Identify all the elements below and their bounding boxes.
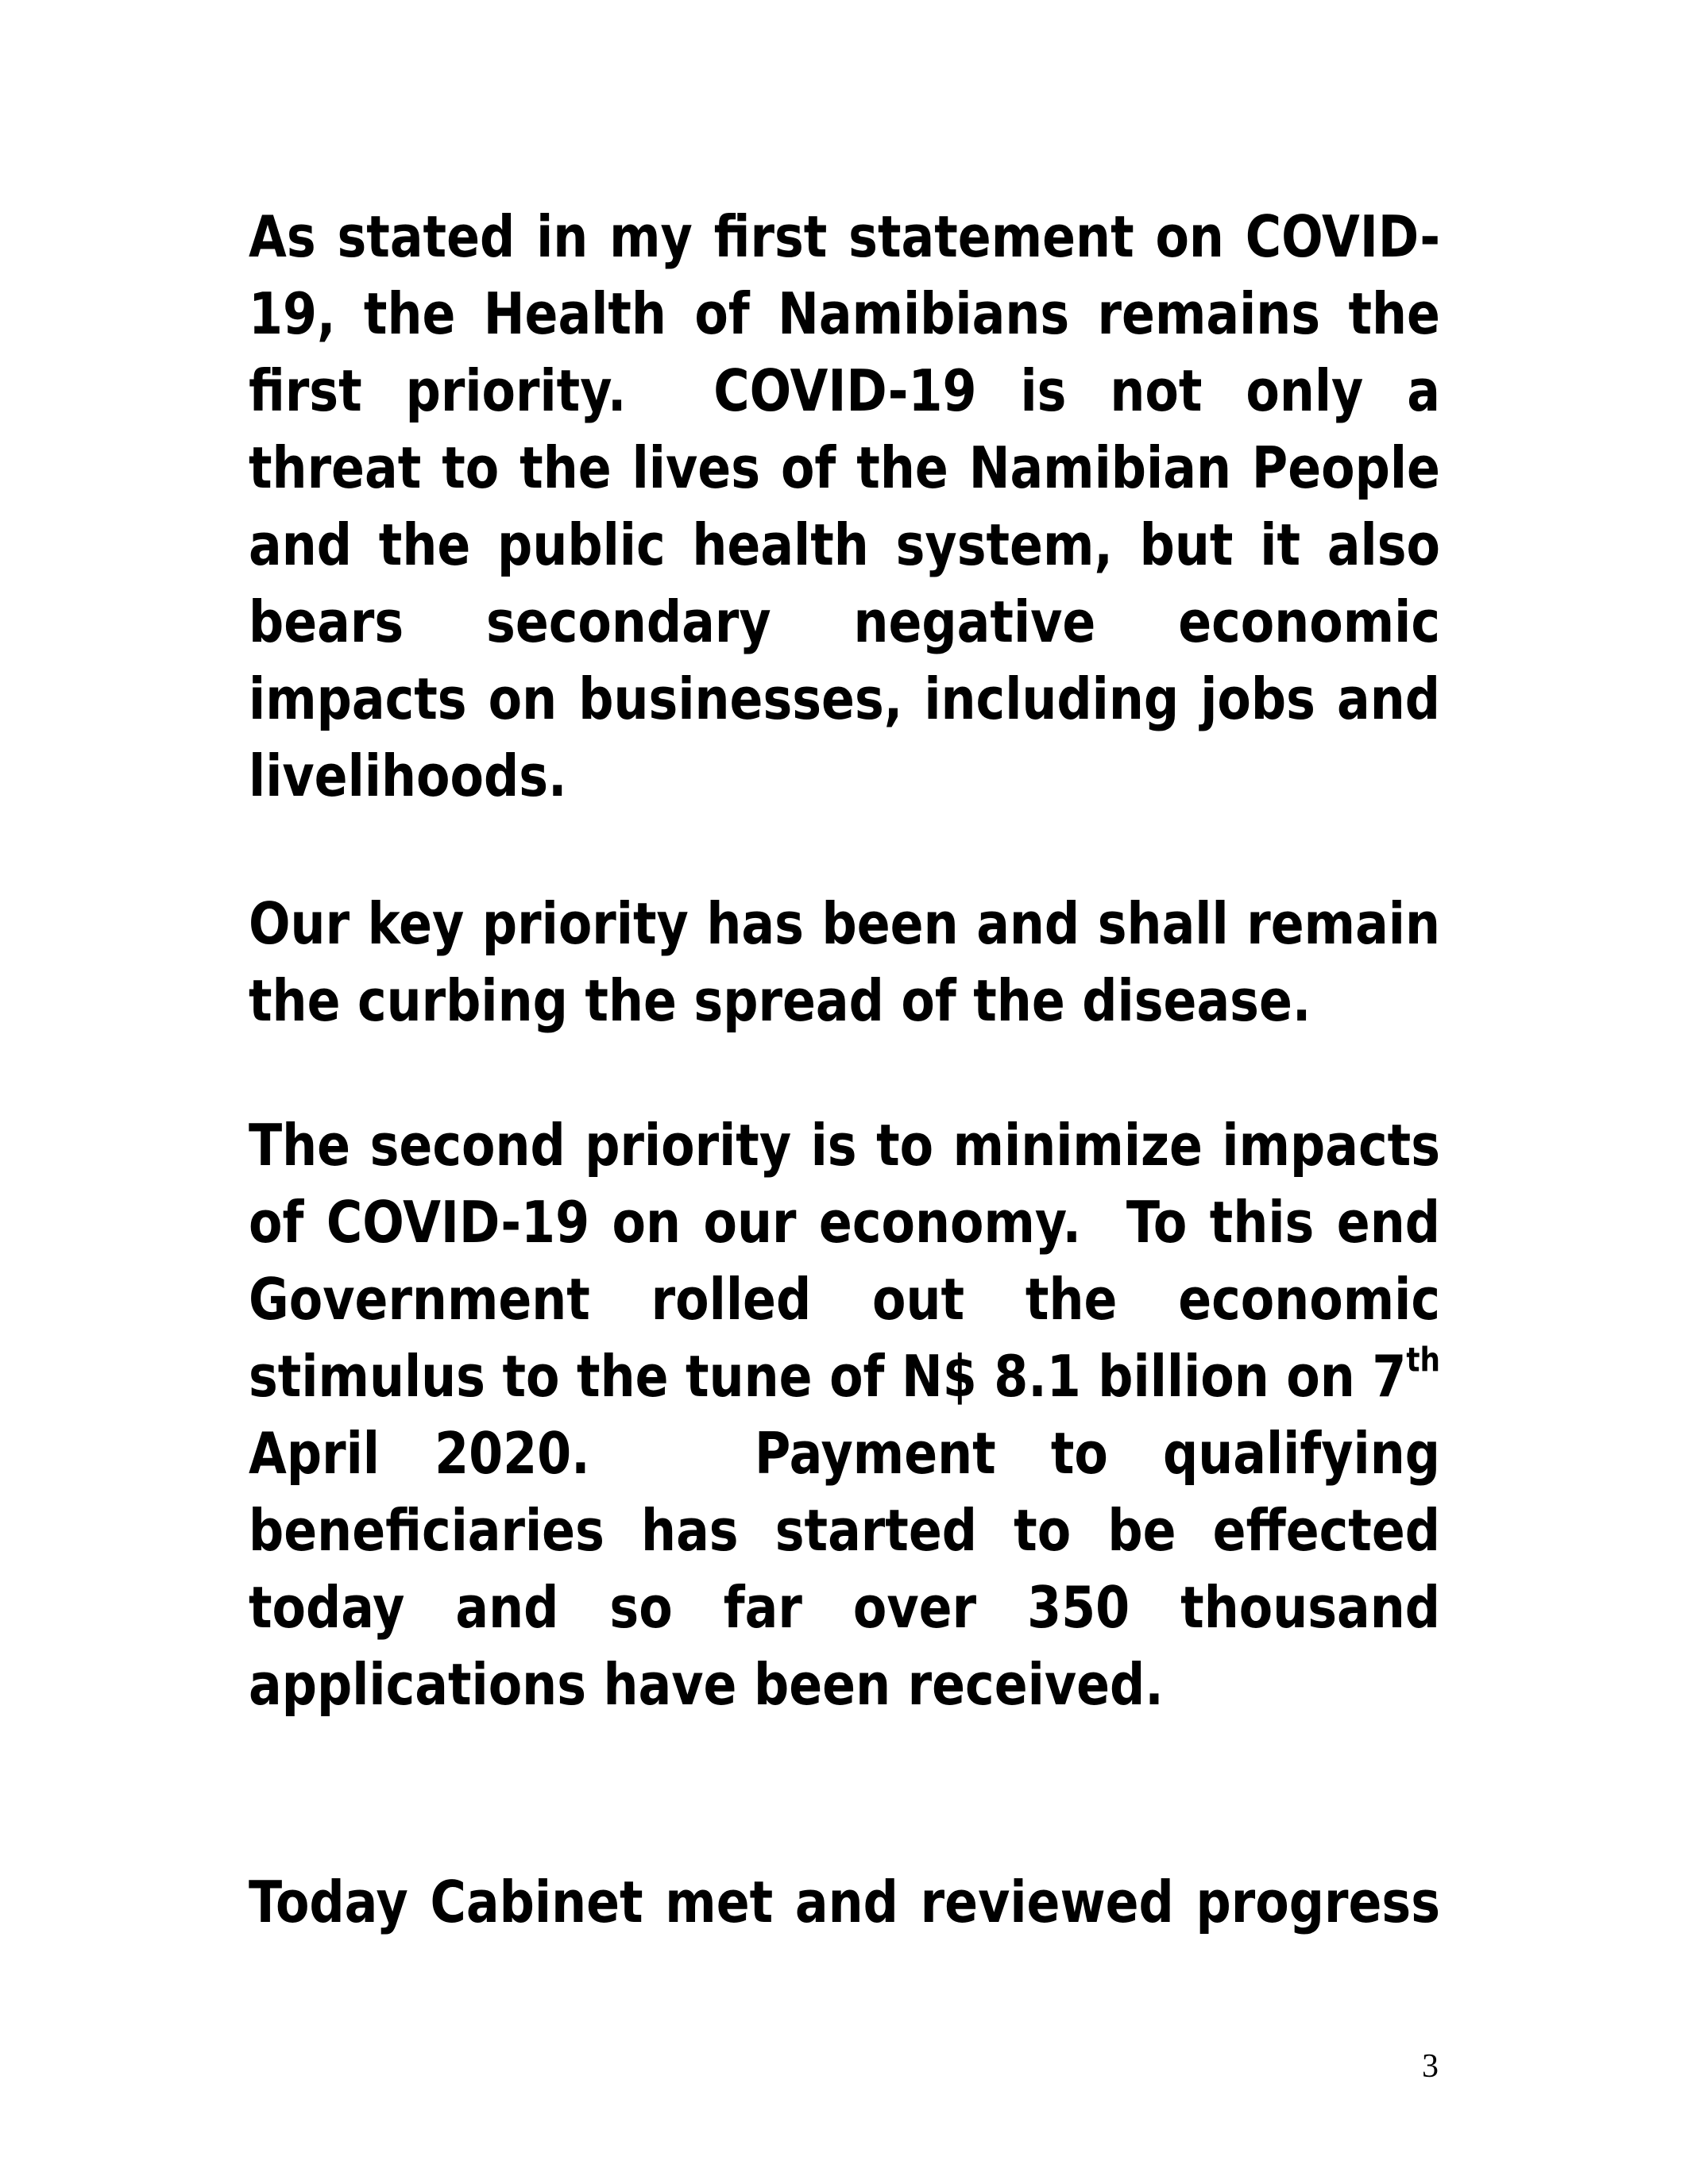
text-line	[249, 507, 1440, 584]
text-line-content	[249, 1261, 1440, 1338]
text-line-content	[249, 507, 1440, 584]
text-line-content	[249, 1569, 1440, 1646]
line-text: applications have been received.	[249, 1651, 1164, 1718]
line-text: the curbing the spread of the disease.	[249, 967, 1311, 1034]
line-text: Government rolled out the economic	[249, 1266, 1440, 1333]
line-text: The second priority is to minimize impacts	[249, 1112, 1440, 1179]
text-line-content	[249, 430, 1440, 507]
text-line-content	[249, 1864, 1440, 1941]
text-line-content	[249, 199, 1440, 276]
text-line-content	[249, 886, 1440, 963]
text-line	[249, 199, 1440, 276]
paragraph-health-priority	[249, 199, 1440, 815]
text-line	[249, 1107, 1440, 1184]
paragraph-economic-stimulus	[249, 1107, 1440, 1723]
text-line	[249, 353, 1440, 430]
text-line-content	[249, 1415, 1440, 1492]
line-text: livelihoods.	[249, 743, 567, 809]
text-line-content	[249, 276, 1440, 353]
text-line-content	[249, 963, 1311, 1040]
text-line	[249, 963, 1440, 1040]
text-line-content	[249, 1492, 1440, 1569]
line-text: April 2020. Payment to qualifying	[249, 1420, 1440, 1487]
text-line	[249, 1646, 1440, 1723]
line-text: of COVID-19 on our economy. To this end	[249, 1189, 1440, 1256]
line-text: threat to the lives of the Namibian People	[249, 434, 1440, 501]
line-text: and the public health system, but it also	[249, 511, 1440, 578]
text-line	[249, 1864, 1440, 1941]
text-line-content	[249, 661, 1440, 738]
line-text: today and so far over 350 thousand	[249, 1574, 1440, 1641]
text-line	[249, 738, 1440, 815]
line-text: stimulus to the tune of N$ 8.1 billion on 7	[249, 1343, 1407, 1410]
line-text: first priority. COVID-19 is not only a	[249, 357, 1440, 424]
line-text: Our key priority has been and shall remain	[249, 890, 1440, 957]
text-line-content	[249, 584, 1440, 661]
line-text: impacts on businesses, including jobs and	[249, 666, 1440, 732]
text-line	[249, 1569, 1440, 1646]
text-line	[249, 1338, 1440, 1415]
text-line-content	[249, 1338, 1440, 1415]
text-line	[249, 661, 1440, 738]
text-line-content	[249, 738, 566, 815]
text-line	[249, 430, 1440, 507]
text-line-content	[249, 1107, 1440, 1184]
text-line	[249, 1261, 1440, 1338]
text-line-content	[249, 353, 1440, 430]
line-text: Today Cabinet met and reviewed progress	[249, 1869, 1440, 1935]
text-line	[249, 1184, 1440, 1261]
superscript-ordinal: th	[1406, 1340, 1440, 1379]
text-line	[249, 1492, 1440, 1569]
page-number: 3	[1422, 2048, 1439, 2085]
line-text: bears secondary negative economic	[249, 588, 1440, 655]
line-text: As stated in my first statement on COVID-	[249, 203, 1440, 270]
text-line	[249, 1415, 1440, 1492]
text-line	[249, 886, 1440, 963]
paragraph-key-priority	[249, 886, 1440, 1040]
text-line	[249, 584, 1440, 661]
line-text: 19, the Health of Namibians remains the	[249, 280, 1440, 347]
line-text: beneficiaries has started to be effected	[249, 1497, 1440, 1564]
text-line-content	[249, 1184, 1440, 1261]
text-line	[249, 276, 1440, 353]
text-line-content	[249, 1646, 1164, 1723]
paragraph-cabinet-review	[249, 1864, 1440, 1941]
